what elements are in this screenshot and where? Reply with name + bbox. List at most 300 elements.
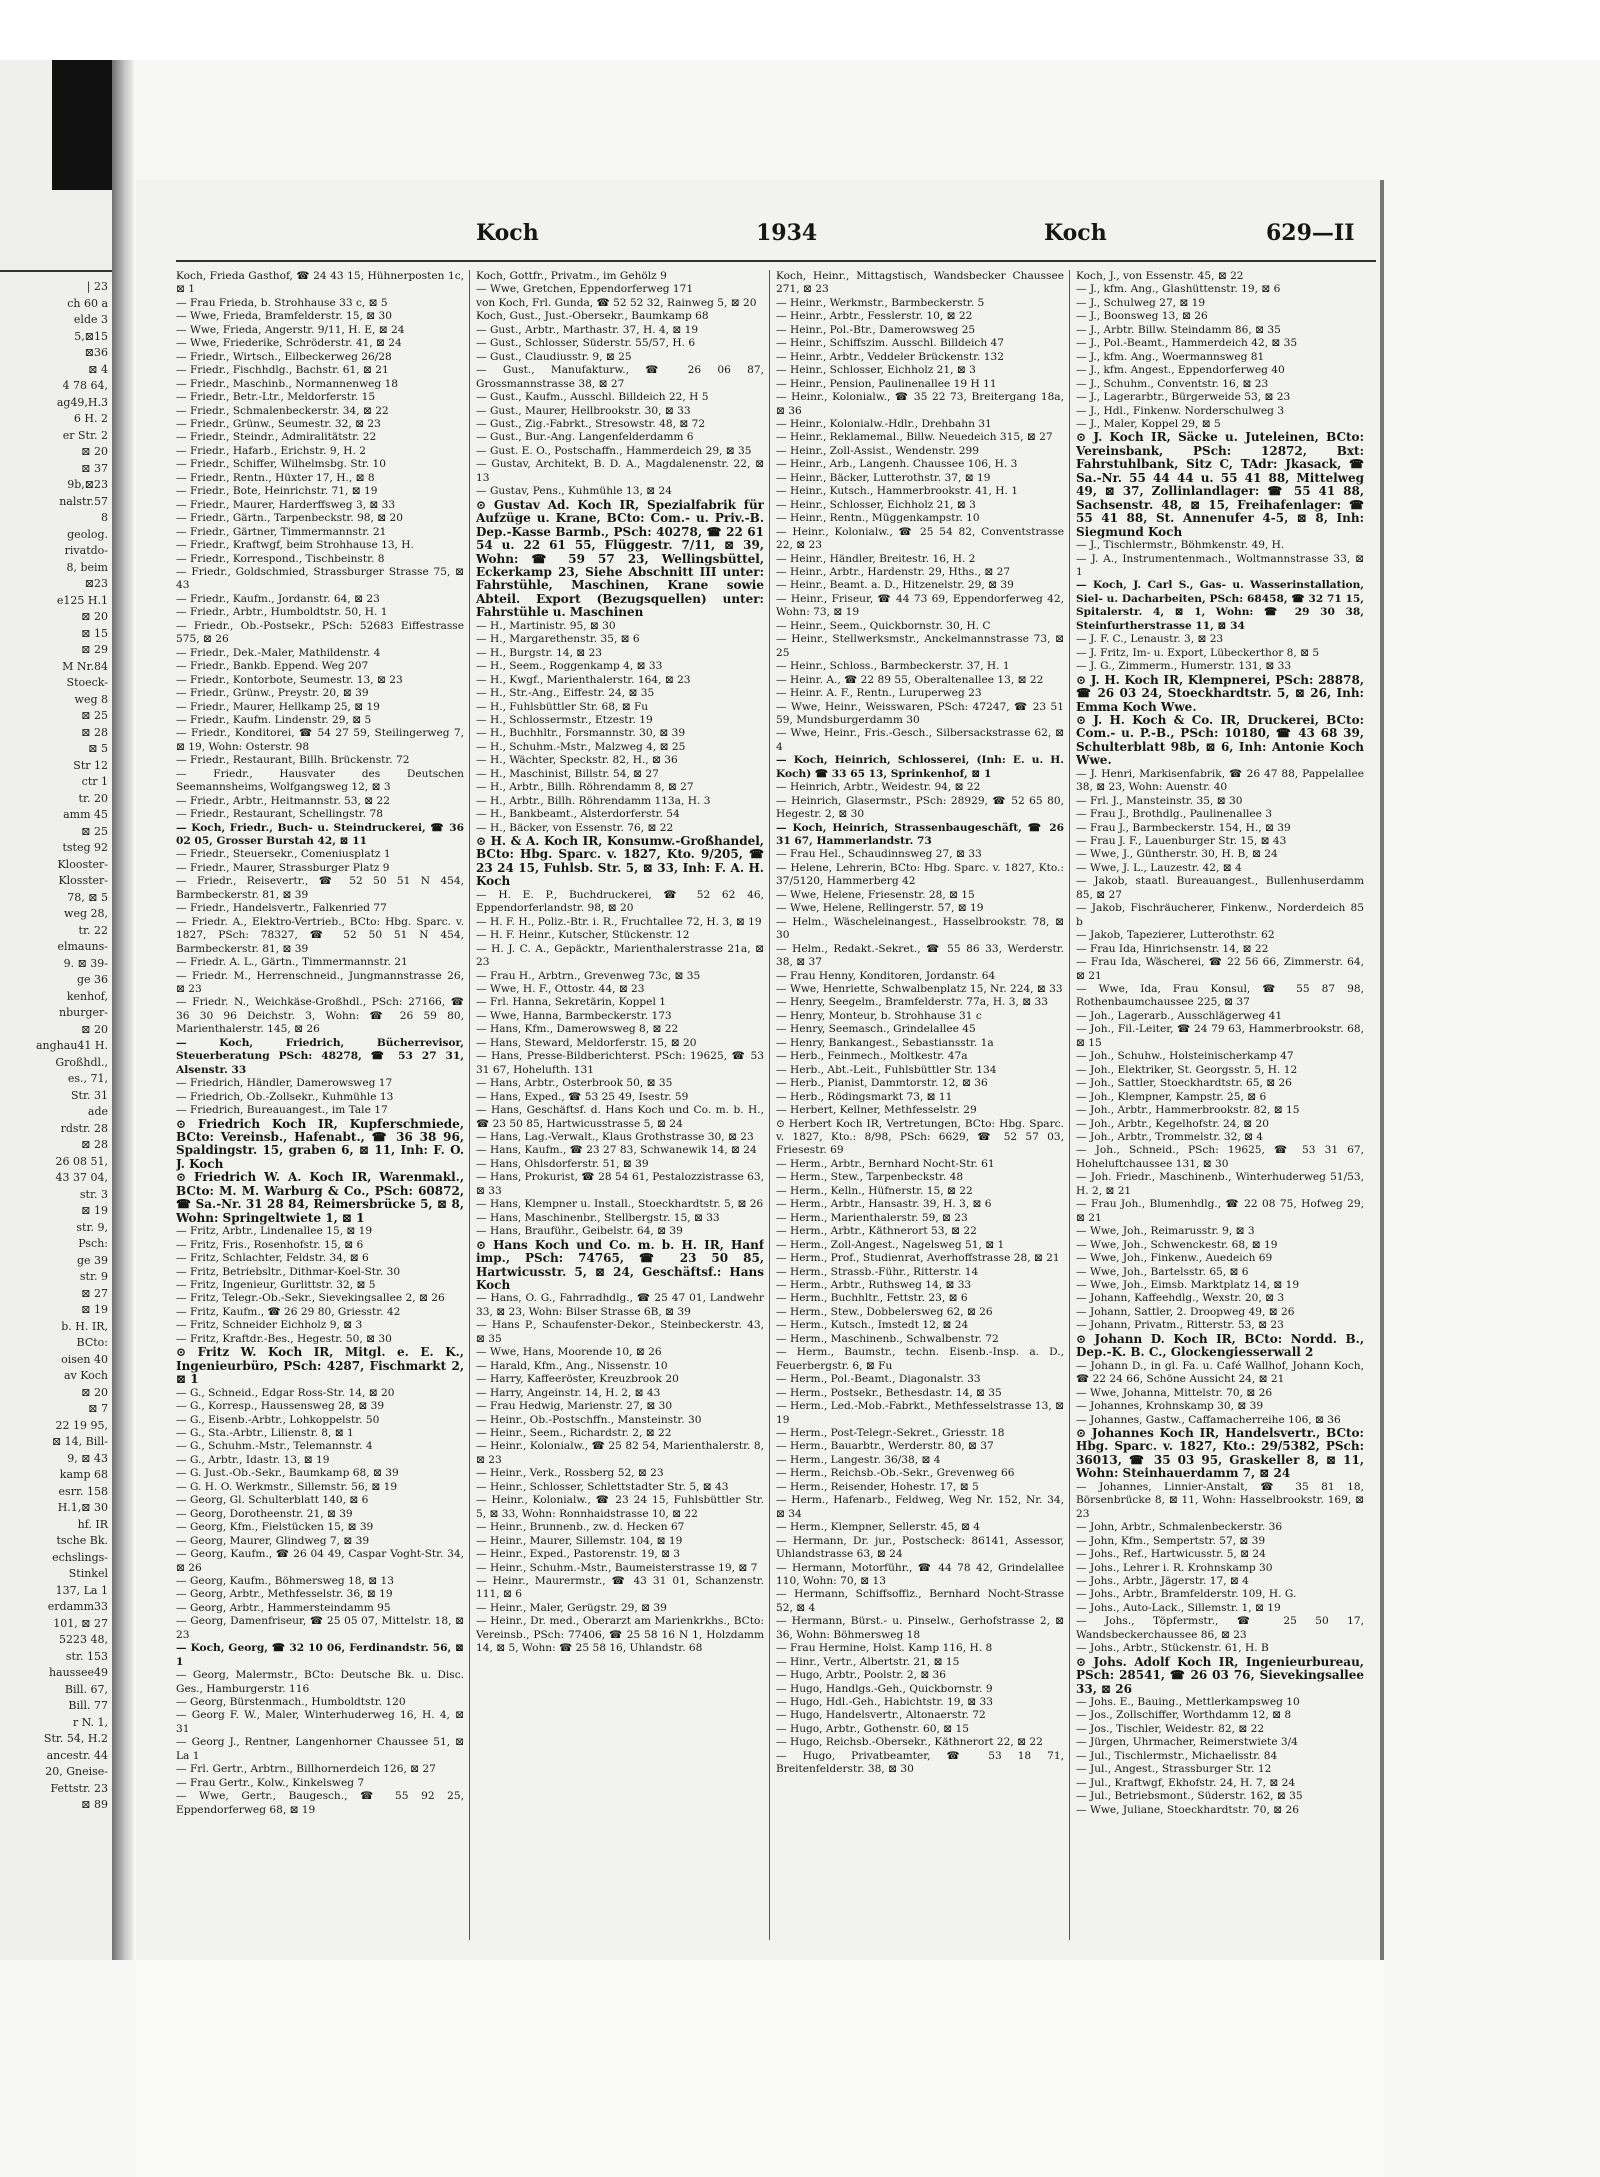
directory-entry: — Wwe, Johanna, Mittelstr. 70, ⊠ 26 bbox=[1076, 1386, 1273, 1399]
previous-page-fragment: e125 H.1 bbox=[56, 593, 108, 607]
previous-page-fragment: 8, beim bbox=[66, 560, 108, 574]
directory-entry: — Heinr., Brunnenb., zw. d. Hecken 67 bbox=[476, 1521, 685, 1534]
directory-entry: — Hinr., Vertr., Albertstr. 21, ⊠ 15 bbox=[776, 1655, 960, 1668]
directory-entry: — Heinr., Zoll-Assist., Wendenstr. 299 bbox=[776, 444, 980, 457]
firm-entry: ⊙ Hans Koch und Co. m. b. H. IR, Hanf imp., PSch: 74765, ☎ 23 50 85, Hartwicusstr. 5, ⊠ 24, Geschäftsf.: Hans Koch bbox=[476, 1237, 764, 1292]
directory-entry: — Johs., Töpfermstr., ☎ 25 50 17, Wandsbeckerchaussee 86, ⊠ 23 bbox=[1076, 1615, 1364, 1641]
directory-entry: — J., Arbtr. Billw. Steindamm 86, ⊠ 35 bbox=[1076, 323, 1281, 336]
directory-entry: — Wwe, Gretchen, Eppendorferweg 171 bbox=[476, 283, 694, 296]
directory-entry: — Herm., Led.-Mob.-Fabrkt., Methfesselstrasse 13, ⊠ 19 bbox=[776, 1400, 1064, 1426]
previous-page-fragment: str. 9 bbox=[79, 1270, 108, 1283]
directory-entry: — Heinr., Schiffszim. Ausschl. Billdeich 47 bbox=[776, 337, 1005, 350]
directory-entry: — Heinr., Kutsch., Hammerbrookstr. 41, H. 1 bbox=[776, 485, 1018, 498]
directory-entry: — G. Just.-Ob.-Sekr., Baumkamp 68, ⊠ 39 bbox=[176, 1467, 399, 1480]
firm-entry: ⊙ Friedrich Koch IR, Kupferschmiede, BCto: Vereinsb., Hafenabt., ☎ 36 38 96, Spaldingstr. 15, graben 6, ⊠ 11, Inh: F. O. J. Koch bbox=[176, 1116, 464, 1171]
directory-entry: — Heinr., Friseur, ☎ 44 73 69, Eppendorferweg 42, Wohn: 73, ⊠ 19 bbox=[776, 592, 1064, 619]
previous-page-fragment: elmauns- bbox=[57, 940, 108, 953]
previous-page-fragment: erdamm33 bbox=[47, 1600, 108, 1613]
previous-page-fragment: tsteg 92 bbox=[62, 841, 108, 854]
previous-page-fragment: oisen 40 bbox=[61, 1352, 108, 1366]
directory-entry: — Joh., Arbtr., Hammerbrookstr. 82, ⊠ 15 bbox=[1076, 1104, 1300, 1117]
previous-page-fragment: echslings- bbox=[52, 1550, 108, 1564]
directory-entry: — Gust., Arbtr., Marthastr. 37, H. 4, ⊠ 19 bbox=[476, 323, 699, 336]
directory-entry: — Heinr., Ob.-Postschffn., Mansteinstr. 30 bbox=[476, 1413, 702, 1426]
directory-entry: — Wwe, Frieda, Angerstr. 9/11, H. E, ⊠ 24 bbox=[176, 323, 405, 336]
directory-entry: — Joh., Sattler, Stoeckhardtstr. 65, ⊠ 26 bbox=[1076, 1077, 1292, 1090]
directory-entry: — Herm., Stew., Tarpenbeckstr. 48 bbox=[776, 1171, 964, 1184]
previous-page-fragment: Klosster- bbox=[58, 874, 108, 887]
previous-page-fragment: ⊠ 25 bbox=[81, 709, 108, 722]
previous-page-fragment: Fettstr. 23 bbox=[50, 1781, 108, 1795]
directory-entry: — G., Schneid., Edgar Ross-Str. 14, ⊠ 20 bbox=[176, 1386, 395, 1399]
directory-entry: — Hans, Exped., ☎ 53 25 49, Isestr. 59 bbox=[476, 1090, 689, 1103]
directory-entry: — Hermann, Dr. jur., Postscheck: 86141, Assessor, Uhlandstrasse 63, ⊠ 24 bbox=[776, 1534, 1064, 1561]
previous-page-fragment: kenhof, bbox=[66, 989, 108, 1003]
directory-entry: — Wwe, Henriette, Schwalbenplatz 15, Nr. 224, ⊠ 33 bbox=[776, 983, 1063, 996]
directory-entry: — Friedr., Bote, Heinrichstr. 71, ⊠ 19 bbox=[176, 485, 378, 498]
directory-entry: — Johs., Auto-Lack., Sillemstr. 1, ⊠ 19 bbox=[1076, 1601, 1281, 1614]
directory-entry: — H. F. Heinr., Kutscher, Stückenstr. 12 bbox=[476, 929, 690, 942]
directory-entry: — Frau Hedwig, Marienstr. 27, ⊠ 30 bbox=[476, 1400, 673, 1413]
directory-entry: — Heinrich, Arbtr., Weidestr. 94, ⊠ 22 bbox=[776, 781, 981, 794]
directory-page bbox=[136, 180, 1380, 1960]
directory-entry: — Herm., Pol.-Beamt., Diagonalstr. 33 bbox=[776, 1373, 981, 1386]
previous-page-fragment: ⊠ 14, Bill- bbox=[51, 1435, 108, 1448]
directory-entry: — Henry, Bankangest., Sebastiansstr. 1a bbox=[776, 1036, 994, 1049]
directory-entry: — Fritz, Schneider Eichholz 9, ⊠ 3 bbox=[176, 1319, 363, 1332]
directory-entry: — Georg J., Rentner, Langenhorner Chaussee 51, ⊠ La 1 bbox=[176, 1736, 464, 1762]
directory-entry: — Herm., Klempner, Sellerstr. 45, ⊠ 4 bbox=[776, 1521, 980, 1534]
directory-entry: — Herm., Baumstr., techn. Eisenb.-Insp. a. D., Feuerbergstr. 6, ⊠ Fu bbox=[776, 1346, 1064, 1372]
previous-page-fragment: Psch: bbox=[78, 1237, 108, 1250]
firm-entry: ⊙ Johs. Adolf Koch IR, Ingenieurbureau, PSch: 28541, ☎ 26 03 76, Sievekingsallee 33, ⊠ 26 bbox=[1076, 1654, 1364, 1696]
directory-entry: — J., kfm. Ang., Woermannsweg 81 bbox=[1076, 350, 1265, 363]
directory-entry: — Friedr., Grünw., Seumestr. 32, ⊠ 23 bbox=[176, 417, 381, 430]
directory-entry: — Wwe, Joh., Eimsb. Marktplatz 14, ⊠ 19 bbox=[1076, 1278, 1300, 1291]
directory-entry: — Heinr., Seem., Richardstr. 2, ⊠ 22 bbox=[476, 1426, 672, 1439]
previous-page-fragment: str. 9, bbox=[76, 1220, 108, 1234]
directory-entry: — Hans, Steward, Meldorferstr. 15, ⊠ 20 bbox=[476, 1036, 697, 1049]
directory-entry: — Koch, Heinrich, Schlosserei, (Inh: E. u. H. Koch) ☎ 33 65 13, Sprinkenhof, ⊠ 1 bbox=[776, 754, 1064, 780]
directory-entry: — Koch, Friedrich, Bücherrevisor, Steuerberatung PSch: 48278, ☎ 53 27 31, Alsenstr. 33 bbox=[176, 1036, 464, 1076]
previous-page-fragment: haussee49 bbox=[48, 1666, 108, 1679]
previous-page-fragment: ge 39 bbox=[76, 1253, 108, 1267]
directory-entry: — Helm., Redakt.-Sekret., ☎ 55 86 33, Werderstr. 38, ⊠ 37 bbox=[776, 942, 1064, 969]
directory-entry: Koch, Frieda Gasthof, ☎ 24 43 15, Hühnerposten 1c, ⊠ 1 bbox=[176, 270, 464, 296]
directory-entry: — Friedr., Gärtner, Timmermannstr. 21 bbox=[176, 525, 387, 538]
bottom-margin bbox=[136, 1960, 1384, 2177]
directory-entry: — Friedr. A. L., Gärtn., Timmermannstr. 21 bbox=[176, 956, 408, 969]
directory-entry: — Wwe, Ida, Frau Konsul, ☎ 55 87 98, Rothenbaumchaussee 225, ⊠ 37 bbox=[1076, 983, 1364, 1009]
directory-entry: — Jakob, Fischräucherer, Finkenw., Norderdeich 85 b bbox=[1076, 902, 1364, 928]
directory-entry: — Herm., Kelln., Hüfnerstr. 15, ⊠ 22 bbox=[776, 1184, 973, 1197]
directory-entry: — Fritz, Kaufm., ☎ 26 29 80, Griesstr. 42 bbox=[176, 1305, 401, 1318]
directory-entry: — Frl. J., Mansteinstr. 35, ⊠ 30 bbox=[1076, 794, 1243, 807]
directory-entry: — Frau Frieda, b. Strohhause 33 c, ⊠ 5 bbox=[176, 296, 388, 309]
directory-entry: — Heinr., Schlosser, Eichholz 21, ⊠ 3 bbox=[776, 364, 976, 377]
previous-page-fragment: 9. ⊠ 39- bbox=[63, 956, 108, 970]
previous-page-fragment: hf. IR bbox=[77, 1517, 108, 1531]
column-4 bbox=[1076, 270, 1364, 1940]
directory-entry: — Herb., Abt.-Leit., Fuhlsbüttler Str. 134 bbox=[776, 1063, 997, 1076]
directory-entry: — Friedr., Fischhdlg., Bachstr. 61, ⊠ 21 bbox=[176, 364, 389, 377]
directory-entry: — Friedr., Goldschmied, Strassburger Strasse 75, ⊠ 43 bbox=[176, 565, 464, 592]
directory-entry: — Jul., Angest., Strassburger Str. 12 bbox=[1076, 1763, 1272, 1776]
directory-entry: — Herm., Hafenarb., Feldweg, Weg Nr. 152, Nr. 34, ⊠ 34 bbox=[776, 1494, 1064, 1520]
previous-page-fragment: Str 12 bbox=[73, 758, 108, 772]
directory-entry: — Johann, Privatm., Ritterstr. 53, ⊠ 23 bbox=[1076, 1319, 1284, 1332]
directory-entry: — H., Martinistr. 95, ⊠ 30 bbox=[476, 619, 616, 632]
directory-entry: — Heinr. A. F., Rentn., Luruperweg 23 bbox=[776, 687, 982, 700]
directory-entry: — Koch, J. Carl S., Gas- u. Wasserinstallation, Siel- u. Dacharbeiten, PSch: 68458, ☎ 32 71 15, Spitalerstr. 4, ⊠ 1, Wohn: ☎ 29 30 38, Steinfurtherstrasse 11, ⊠ 34 bbox=[1076, 579, 1364, 632]
directory-entry: — Herm., Bauarbtr., Werderstr. 80, ⊠ 37 bbox=[776, 1440, 994, 1453]
directory-entry: — Friedr., Hausvater des Deutschen Seemannsheims, Wolfgangsweg 12, ⊠ 3 bbox=[176, 767, 464, 794]
directory-entry: — Herm., Arbtr., Hansastr. 39, H. 3, ⊠ 6 bbox=[776, 1198, 992, 1211]
directory-entry: — Jul., Tischlermstr., Michaelisstr. 84 bbox=[1076, 1749, 1278, 1762]
directory-entry: — Gust., Zig.-Fabrkt., Stresowstr. 48, ⊠ 72 bbox=[476, 417, 706, 430]
directory-entry: — Georg, Gl. Schulterblatt 140, ⊠ 6 bbox=[176, 1494, 369, 1507]
previous-page-fragment: er Str. 2 bbox=[62, 428, 108, 442]
header-left-surname: Koch bbox=[476, 220, 539, 246]
previous-page-fragment: nalstr.57 bbox=[59, 494, 108, 508]
directory-entry: — Hans, Klempner u. Install., Stoeckhardtstr. 5, ⊠ 26 bbox=[476, 1198, 764, 1211]
directory-entry: — Friedr. M., Herrenschneid., Jungmannstrasse 26, ⊠ 23 bbox=[176, 969, 464, 996]
previous-page-fragment: ⊠ 27 bbox=[81, 1286, 108, 1300]
directory-entry: — Hans, Prokurist, ☎ 28 54 61, Pestalozzistrasse 63, ⊠ 33 bbox=[476, 1171, 764, 1197]
previous-page-fragment: esrr. 158 bbox=[58, 1484, 108, 1498]
previous-page-fragment: rivatdo- bbox=[64, 544, 108, 557]
directory-entry: — Frau Joh., Blumenhdlg., ☎ 22 08 75, Hofweg 29, ⊠ 21 bbox=[1076, 1198, 1364, 1224]
previous-page-fragment: kamp 68 bbox=[59, 1468, 108, 1481]
directory-entry: — Gust. E. O., Postschaffn., Hammerdeich 29, ⊠ 35 bbox=[476, 444, 752, 457]
directory-entry: — Wwe, J. L., Lauzestr. 42, ⊠ 4 bbox=[1076, 861, 1242, 874]
directory-entry: — Frau H., Arbtrn., Grevenweg 73c, ⊠ 35 bbox=[476, 969, 701, 982]
directory-entry: — H., Maschinist, Billstr. 54, ⊠ 27 bbox=[476, 767, 659, 780]
previous-page-fragment: 137, La 1 bbox=[55, 1583, 108, 1597]
directory-entry: — H., Bankbeamt., Alsterdorferstr. 54 bbox=[476, 808, 680, 821]
previous-page-fragment: ⊠ 19 bbox=[81, 1204, 108, 1217]
directory-entry: — Friedrich, Händler, Damerowsweg 17 bbox=[176, 1077, 393, 1090]
directory-entry: — Gust., Claudiusstr. 9, ⊠ 25 bbox=[476, 350, 632, 363]
directory-entry: — J., Boonsweg 13, ⊠ 26 bbox=[1076, 310, 1208, 323]
directory-entry: — G., Eisenb.-Arbtr., Lohkoppelstr. 50 bbox=[176, 1413, 380, 1426]
previous-page-fragment: amm 45 bbox=[63, 808, 108, 821]
directory-entry: — Fritz, Kraftdr.-Bes., Hegestr. 50, ⊠ 30 bbox=[176, 1332, 392, 1345]
directory-entry: — Harry, Angeinstr. 14, H. 2, ⊠ 43 bbox=[476, 1386, 661, 1399]
directory-entry: — Gustav, Architekt, B. D. A., Magdalenenstr. 22, ⊠ 13 bbox=[476, 458, 764, 484]
directory-entry: — H., Burgstr. 14, ⊠ 23 bbox=[476, 646, 603, 659]
directory-entry: — H., Seem., Roggenkamp 4, ⊠ 33 bbox=[476, 660, 663, 673]
directory-entry: — H., Str.-Ang., Eiffestr. 24, ⊠ 35 bbox=[476, 687, 655, 700]
directory-entry: — Wwe, Joh., Reimarusstr. 9, ⊠ 3 bbox=[1076, 1225, 1255, 1238]
directory-entry: — Friedr., Bankb. Eppend. Weg 207 bbox=[176, 660, 369, 673]
previous-page-fragment: ⊠ 15 bbox=[81, 626, 108, 640]
directory-entry: — Hans, Arbtr., Osterbrook 50, ⊠ 35 bbox=[476, 1077, 673, 1090]
directory-entry: — Helene, Lehrerin, BCto: Hbg. Sparc. v. 1827, Kto.: 37/5120, Hammerberg 42 bbox=[776, 861, 1064, 888]
directory-entry: — Georg, Maurer, Glindweg 7, ⊠ 39 bbox=[176, 1534, 370, 1547]
directory-entry: — Hans, Presse-Bildberichterst. PSch: 19625, ☎ 53 31 67, Hohelufth. 131 bbox=[476, 1050, 764, 1076]
previous-page-fragment: av Koch bbox=[63, 1369, 108, 1382]
column-divider bbox=[1069, 270, 1070, 1940]
directory-entry: — H. J. C. A., Gepäcktr., Marienthalerstrasse 21a, ⊠ 23 bbox=[476, 942, 764, 969]
directory-entry: — Harald, Kfm., Ang., Nissenstr. 10 bbox=[476, 1359, 668, 1372]
directory-entry: — Fritz, Betriebsltr., Dithmar-Koel-Str. 30 bbox=[176, 1265, 401, 1278]
directory-entry: — Friedr., Restaurant, Billh. Brückenstr. 72 bbox=[176, 754, 410, 767]
directory-entry: — J., Schuhm., Conventstr. 16, ⊠ 23 bbox=[1076, 377, 1269, 390]
directory-entry: — Koch, Heinrich, Strassenbaugeschäft, ☎ 26 31 67, Hammerlandstr. 73 bbox=[776, 821, 1064, 848]
directory-entry: — Heinr., Dr. med., Oberarzt am Marienkrkhs., BCto: Vereinsb., PSch: 77406, ☎ 25 58 16 N 1, Holzdamm 14, ⊠ 5, Wohn: ☎ 25 58 16, Uhlandstr. 68 bbox=[476, 1615, 764, 1655]
directory-entry: von Koch, Frl. Gunda, ☎ 52 52 32, Rainweg 5, ⊠ 20 bbox=[476, 296, 757, 309]
directory-entry: Koch, J., von Essenstr. 45, ⊠ 22 bbox=[1076, 270, 1244, 282]
previous-page-fragment: es., 71, bbox=[67, 1072, 108, 1085]
directory-entry: — Friedr., Schiffer, Wilhelmsbg. Str. 10 bbox=[176, 458, 387, 471]
directory-entry: — Hermann, Motorführ., ☎ 44 78 42, Grindelallee 110, Wohn: 70, ⊠ 13 bbox=[776, 1561, 1064, 1587]
directory-entry: — Heinr., Bäcker, Lutterothstr. 37, ⊠ 19 bbox=[776, 471, 991, 484]
directory-entry: — Gust., Kaufm., Ausschl. Billdeich 22, H 5 bbox=[476, 391, 709, 404]
directory-entry: — Herm., Buchhltr., Fettstr. 23, ⊠ 6 bbox=[776, 1292, 968, 1305]
directory-entry: — Friedr., Schmalenbeckerstr. 34, ⊠ 22 bbox=[176, 404, 389, 417]
directory-entry: — Heinr., Werkmstr., Barmbeckerstr. 5 bbox=[776, 296, 985, 309]
directory-entry: — Hugo, Arbtr., Poolstr. 2, ⊠ 36 bbox=[776, 1669, 947, 1682]
directory-entry: — Friedr., Kraftwgf, beim Strohhause 13, H. bbox=[176, 539, 414, 552]
directory-entry: — J., Schulweg 27, ⊠ 19 bbox=[1076, 296, 1206, 309]
previous-page-fragment: ⊠36 bbox=[84, 346, 108, 359]
directory-entry: — Fritz, Ingenieur, Gurlittstr. 32, ⊠ 5 bbox=[176, 1278, 376, 1291]
column-1 bbox=[176, 270, 464, 1940]
previous-page-fragment: tr. 22 bbox=[78, 923, 108, 937]
previous-page-fragment: elde 3 bbox=[73, 313, 108, 326]
directory-entry: — Hugo, Handlgs.-Geh., Quickbornstr. 9 bbox=[776, 1682, 993, 1695]
directory-entry: — Frau Gertr., Kolw., Kinkelsweg 7 bbox=[176, 1776, 365, 1789]
directory-entry: — J., Lagerarbtr., Bürgerweide 53, ⊠ 23 bbox=[1076, 391, 1291, 404]
previous-page-fragment: ctr 1 bbox=[81, 775, 108, 788]
directory-entry: — G. H. O. Werkmstr., Sillemstr. 56, ⊠ 19 bbox=[176, 1480, 398, 1493]
directory-entry: — Heinr., Beamt. a. D., Hitzenelstr. 29, ⊠ 39 bbox=[776, 579, 1014, 592]
directory-entry: — Friedr., Kontorbote, Seumestr. 13, ⊠ 23 bbox=[176, 673, 403, 686]
directory-entry: — Gust., Schlosser, Süderstr. 55/57, H. 6 bbox=[476, 337, 696, 350]
directory-entry: — Heinr., Schuhm.-Mstr., Baumeisterstrasse 19, ⊠ 7 bbox=[476, 1561, 758, 1574]
directory-entry: — Friedr., Restaurant, Schellingstr. 78 bbox=[176, 808, 383, 821]
directory-entry: — Joh., Lagerarb., Ausschlägerweg 41 bbox=[1076, 1009, 1283, 1022]
previous-page-fragment: ⊠ 20 bbox=[81, 445, 108, 458]
directory-entry: — Hugo, Privatbeamter, ☎ 53 18 71, Breitenfelderstr. 38, ⊠ 30 bbox=[776, 1749, 1064, 1776]
previous-page-fragment: ⊠ 7 bbox=[88, 1402, 108, 1415]
directory-entry: — Friedr., Rentn., Hüxter 17, H., ⊠ 8 bbox=[176, 471, 375, 484]
directory-entry: — Friedr., Arbtr., Humboldtstr. 50, H. 1 bbox=[176, 606, 388, 619]
directory-entry: — Frau Hermine, Holst. Kamp 116, H. 8 bbox=[776, 1642, 993, 1655]
previous-page-fragment: ⊠ 20 bbox=[81, 610, 108, 623]
directory-entry: — Jul., Kraftwgf, Ekhofstr. 24, H. 7, ⊠ 24 bbox=[1076, 1776, 1296, 1789]
directory-entry: — Herm., Stew., Dobbelersweg 62, ⊠ 26 bbox=[776, 1305, 993, 1318]
directory-entry: — Herb., Pianist, Dammtorstr. 12, ⊠ 36 bbox=[776, 1077, 988, 1090]
directory-entry: — Hermann, Schiffsoffiz., Bernhard Nocht-Strasse 52, ⊠ 4 bbox=[776, 1588, 1064, 1614]
directory-entry: — Jürgen, Uhrmacher, Reimerstwiete 3/4 bbox=[1076, 1736, 1298, 1749]
directory-entry: — H., Wächter, Speckstr. 82, H., ⊠ 36 bbox=[476, 754, 678, 767]
directory-entry: — Johannes, Gastw., Caffamacherreihe 106, ⊠ 36 bbox=[1076, 1413, 1341, 1426]
previous-page-fragment: H.1,⊠ 30 bbox=[57, 1501, 108, 1514]
directory-entry: — Frau Hel., Schaudinnsweg 27, ⊠ 33 bbox=[776, 848, 982, 861]
directory-entry: — Herm., Marienthalerstr. 59, ⊠ 23 bbox=[776, 1211, 968, 1224]
directory-entry: — Joh. Friedr., Maschinenb., Winterhuderweg 51/53, H. 2, ⊠ 21 bbox=[1076, 1171, 1364, 1197]
directory-entry: — Hans P., Schaufenster-Dekor., Steinbeckerstr. 43, ⊠ 35 bbox=[476, 1319, 764, 1345]
directory-entry: — Friedr., Betr.-Ltr., Meldorferstr. 15 bbox=[176, 391, 376, 404]
directory-entry: — Heinr., Verk., Rossberg 52, ⊠ 23 bbox=[476, 1467, 664, 1480]
directory-entry: — Hans, Brauführ., Geibelstr. 64, ⊠ 39 bbox=[476, 1225, 683, 1238]
firm-entry: ⊙ J. H. Koch & Co. IR, Druckerei, BCto: Com.- u. P.-B., PSch: 10180, ☎ 43 68 39, Schulterblatt 98b, ⊠ 6, Inh: Antonie Koch Wwe. bbox=[1076, 712, 1364, 768]
directory-entry: ⊙ Herbert Koch IR, Vertretungen, BCto: Hbg. Sparc. v. 1827, Kto.: 8/98, PSch: 6629, ☎ 52 57 03, Friesestr. 69 bbox=[776, 1117, 1064, 1157]
directory-entry: — J. Henri, Markisenfabrik, ☎ 26 47 88, Pappelallee 38, ⊠ 23, Wohn: Auenstr. 40 bbox=[1076, 767, 1364, 794]
previous-page-fragment: geolog. bbox=[67, 527, 108, 541]
directory-entry: — J. A., Instrumentenmach., Woltmannstrasse 33, ⊠ 1 bbox=[1076, 552, 1364, 578]
directory-entry: — Gust., Maurer, Hellbrookstr. 30, ⊠ 33 bbox=[476, 404, 691, 417]
directory-entry: — Gust., Bur.-Ang. Langenfelderdamm 6 bbox=[476, 431, 694, 444]
directory-entry: — Heinr., Arbtr., Hardenstr. 29, Hths., ⊠ 27 bbox=[776, 565, 1011, 578]
firm-entry: ⊙ J. Koch IR, Säcke u. Juteleinen, BCto: Vereinsbank, PSch: 12872, Bxt: Fahrstuhlbank, Sitz C, TAdr: Jkasack, ☎ Sa.-Nr. 55 44 44 u. 55 41 88, Mittelweg 49, ⊠ 37, Zollinlandlager: ☎ 55 41 88, Sachsenstr. 48, ⊠ 15, Freihafenlager: ☎ 55 41 88, St. Annenufer 4-5, ⊠ 8, Inh: Siegmund Koch bbox=[1076, 430, 1364, 539]
directory-entry: — Henry, Seegelm., Bramfelderstr. 77a, H. 3, ⊠ 33 bbox=[776, 996, 1048, 1009]
directory-entry: — Jul., Betriebsmont., Süderstr. 162, ⊠ 35 bbox=[1076, 1790, 1303, 1803]
directory-entry: — Joh., Arbtr., Kegelhofstr. 24, ⊠ 20 bbox=[1076, 1117, 1269, 1130]
directory-entry: — Frau J., Brothdlg., Paulinenallee 3 bbox=[1076, 808, 1272, 821]
directory-entry: — Herm., Reichsb.-Ob.-Sekr., Grevenweg 66 bbox=[776, 1467, 1015, 1480]
directory-entry: — G., Sta.-Arbtr., Lilienstr. 8, ⊠ 1 bbox=[176, 1426, 354, 1439]
directory-entry: — Heinr., Kolonialw.-Hdlr., Drehbahn 31 bbox=[776, 417, 992, 430]
directory-entry: — Gustav, Pens., Kuhmühle 13, ⊠ 24 bbox=[476, 485, 672, 498]
directory-entry: — Heinr., Maurermstr., ☎ 43 31 01, Schanzenstr. 111, ⊠ 6 bbox=[476, 1574, 764, 1601]
previous-page-binding-shadow bbox=[52, 60, 112, 190]
directory-entry: — Georg, Arbtr., Hammersteindamm 95 bbox=[176, 1601, 391, 1614]
directory-entry: — H. F. H., Poliz.-Btr. i. R., Fruchtallee 72, H. 3, ⊠ 19 bbox=[476, 915, 762, 928]
previous-page-fragment: Großhdl., bbox=[55, 1055, 108, 1069]
previous-page-fragment: 26 08 51, bbox=[55, 1154, 108, 1168]
directory-entry: — Wwe, H. F., Ottostr. 44, ⊠ 23 bbox=[476, 983, 645, 996]
directory-entry: — John, Kfm., Sempertstr. 57, ⊠ 39 bbox=[1076, 1534, 1266, 1547]
directory-entry: — Georg, Malermstr., BCto: Deutsche Bk. u. Disc. Ges., Hamburgerstr. 116 bbox=[176, 1669, 464, 1695]
directory-entry: — Heinr., Kolonialw., ☎ 25 82 54, Marienthalerstr. 8, ⊠ 23 bbox=[476, 1440, 764, 1466]
previous-page-fragment: ⊠ 19 bbox=[81, 1303, 108, 1316]
directory-entry: — Wwe, Friederike, Schröderstr. 41, ⊠ 24 bbox=[176, 337, 402, 350]
directory-entry: Koch, Gottfr., Privatm., im Gehölz 9 bbox=[476, 270, 667, 282]
directory-entry: — J. F. C., Lenaustr. 3, ⊠ 23 bbox=[1076, 633, 1224, 646]
directory-entry: — H., Buchhltr., Forsmannstr. 30, ⊠ 39 bbox=[476, 727, 686, 740]
directory-entry: — Friedr., Grünw., Preystr. 20, ⊠ 39 bbox=[176, 687, 369, 700]
directory-entry: — Hans, Ohlsdorferstr. 51, ⊠ 39 bbox=[476, 1157, 649, 1170]
column-divider bbox=[469, 270, 470, 1940]
firm-entry: ⊙ Johannes Koch IR, Handelsvertr., BCto: Hbg. Sparc. v. 1827, Kto.: 29/5382, PSch: 36013, ☎ 35 03 95, Graskeller 8, ⊠ 11, Wohn: Steinhauerdamm 7, ⊠ 24 bbox=[1076, 1425, 1364, 1481]
directory-entry: — Johann, Kaffeehdlg., Wexstr. 20, ⊠ 3 bbox=[1076, 1292, 1285, 1305]
directory-entry: — Wwe, Juliane, Stoeckhardtstr. 70, ⊠ 26 bbox=[1076, 1803, 1299, 1816]
directory-entry: — Hans, Maschinenbr., Stellbergstr. 15, ⊠ 33 bbox=[476, 1211, 720, 1224]
directory-entry: Koch, Gust., Just.-Obersekr., Baumkamp 68 bbox=[476, 310, 709, 323]
directory-entry: — Johs., Arbtr., Bramfelderstr. 109, H. G. bbox=[1076, 1588, 1297, 1601]
directory-entry: — G., Korresp., Haussensweg 28, ⊠ 39 bbox=[176, 1400, 385, 1413]
directory-entry: — J. Fritz, Im- u. Export, Lübeckerthor 8, ⊠ 5 bbox=[1076, 646, 1320, 659]
directory-entry: — H., Kwgf., Marienthalerstr. 164, ⊠ 23 bbox=[476, 673, 691, 686]
directory-entry: — H., Arbtr., Billh. Röhrendamm 113a, H. 3 bbox=[476, 794, 711, 807]
previous-page-fragment: 5,⊠15 bbox=[74, 329, 108, 343]
directory-entry: — Johs., Arbtr., Jägerstr. 17, ⊠ 4 bbox=[1076, 1574, 1249, 1587]
directory-entry: — J. G., Zimmerm., Humerstr. 131, ⊠ 33 bbox=[1076, 660, 1292, 673]
directory-entry: — Joh., Fil.-Leiter, ☎ 24 79 63, Hammerbrookstr. 68, ⊠ 15 bbox=[1076, 1023, 1364, 1049]
previous-page-fragment: ch 60 a bbox=[67, 296, 108, 310]
directory-entry: — Johannes, Linnier-Anstalt, ☎ 35 81 18, Börsenbrücke 8, ⊠ 11, Wohn: Hasselbrookstr. 169, ⊠ 23 bbox=[1076, 1480, 1364, 1520]
directory-entry: — Georg, Kfm., Fielstücken 15, ⊠ 39 bbox=[176, 1521, 374, 1534]
directory-entry: — J., kfm. Angest., Eppendorferweg 40 bbox=[1076, 364, 1285, 377]
directory-entry: — Johann D., in gl. Fa. u. Café Wallhof, Johann Koch, ☎ 22 24 66, Schöne Aussicht 24, ⊠ 21 bbox=[1076, 1359, 1364, 1386]
directory-entry: — Herm., Langestr. 36/38, ⊠ 4 bbox=[776, 1453, 941, 1466]
directory-entry: — Heinr., Schloss., Barmbeckerstr. 37, H. 1 bbox=[776, 660, 1010, 673]
previous-page-fragment: 20, Gneise- bbox=[45, 1765, 108, 1778]
directory-entry: — Heinr., Maler, Gerügstr. 29, ⊠ 39 bbox=[476, 1601, 667, 1614]
directory-entry: — Herbert, Kellner, Methfesselstr. 29 bbox=[776, 1104, 977, 1117]
directory-entry: — Herm., Arbtr., Bernhard Nocht-Str. 61 bbox=[776, 1157, 995, 1170]
directory-entry: — Fritz, Fris., Rosenhofstr. 15, ⊠ 6 bbox=[176, 1238, 364, 1251]
directory-entry: — J., kfm. Ang., Glashüttenstr. 19, ⊠ 6 bbox=[1076, 283, 1281, 296]
directory-entry: — Herm., Postsekr., Bethesdastr. 14, ⊠ 35 bbox=[776, 1386, 1002, 1399]
directory-entry: — Hans, Geschäftsf. d. Hans Koch und Co. m. b. H., ☎ 23 50 85, Hartwicusstrasse 5, ⊠ 24 bbox=[476, 1104, 764, 1130]
previous-page-fragment: 101, ⊠ 27 bbox=[53, 1616, 108, 1630]
directory-entry: — Wwe, Hans, Moorende 10, ⊠ 26 bbox=[476, 1346, 662, 1359]
directory-entry: — Friedr., Hafarb., Erichstr. 9, H. 2 bbox=[176, 444, 367, 457]
directory-entry: — Heinrich, Glasermstr., PSch: 28929, ☎ 52 65 80, Hegestr. 2, ⊠ 30 bbox=[776, 794, 1064, 821]
directory-entry: — Friedrich, Bureauangest., im Tale 17 bbox=[176, 1104, 388, 1117]
firm-entry: ⊙ J. H. Koch IR, Klempnerei, PSch: 28878, ☎ 26 03 24, Stoeckhardtstr. 5, ⊠ 26, Inh: Emma Koch Wwe. bbox=[1076, 672, 1364, 714]
previous-page-fragment: Bill. 67, bbox=[64, 1682, 108, 1696]
directory-entry: — Joh., Klempner, Kampstr. 25, ⊠ 6 bbox=[1076, 1090, 1267, 1103]
directory-entry: — Frl. Hanna, Sekretärin, Koppel 1 bbox=[476, 996, 666, 1009]
directory-entry: — Wwe, Joh., Bartelsstr. 65, ⊠ 6 bbox=[1076, 1265, 1249, 1278]
directory-entry: — H. E. P., Buchdruckerei, ☎ 52 62 46, Eppendorferlandstr. 98, ⊠ 20 bbox=[476, 888, 764, 915]
directory-entry: — Hugo, Reichsb.-Obersekr., Käthnerort 22, ⊠ 22 bbox=[776, 1736, 1043, 1749]
directory-entry: — Friedr., Ob.-Postsekr., PSch: 52683 Eiffestrasse 575, ⊠ 26 bbox=[176, 619, 464, 646]
directory-entry: — G., Schuhm.-Mstr., Telemannstr. 4 bbox=[176, 1440, 373, 1453]
previous-page-fragment: ag49,H.3 bbox=[56, 395, 108, 409]
directory-entry: — Johs. E., Bauing., Mettlerkampsweg 10 bbox=[1076, 1696, 1300, 1709]
previous-page-fragment: ⊠ 89 bbox=[81, 1798, 108, 1811]
directory-entry: — Heinr., Pension, Paulinenallee 19 H 11 bbox=[776, 377, 997, 390]
previous-page-fragment: ⊠ 4 bbox=[88, 362, 108, 376]
directory-entry: — Wwe, J., Güntherstr. 30, H. B, ⊠ 24 bbox=[1076, 848, 1278, 861]
directory-entry: — Joh., Schuhw., Holsteinischerkamp 47 bbox=[1076, 1050, 1294, 1063]
directory-entry: — H., Arbtr., Billh. Röhrendamm 8, ⊠ 27 bbox=[476, 781, 694, 794]
directory-entry: — Koch, Georg, ☎ 32 10 06, Ferdinandstr. 56, ⊠ 1 bbox=[176, 1642, 464, 1668]
previous-page-fragment: nburger- bbox=[59, 1006, 108, 1019]
directory-entry: — Fritz, Arbtr., Lindenallee 15, ⊠ 19 bbox=[176, 1225, 373, 1238]
directory-entry: — Fritz, Schlachter, Feldstr. 34, ⊠ 6 bbox=[176, 1252, 369, 1265]
previous-page-fragment: str. 3 bbox=[79, 1187, 108, 1201]
directory-entry: — Frau Ida, Hinrichsenstr. 14, ⊠ 22 bbox=[1076, 942, 1269, 955]
directory-entry: — Herm., Arbtr., Ruthsweg 14, ⊠ 33 bbox=[776, 1278, 972, 1291]
previous-page-fragment: Klooster- bbox=[57, 857, 108, 871]
directory-entry: — Jakob, Tapezierer, Lutterothstr. 62 bbox=[1076, 929, 1275, 942]
directory-entry: — Heinr., Stellwerksmstr., Anckelmannstrasse 73, ⊠ 25 bbox=[776, 633, 1064, 659]
directory-entry: — Johs., Arbtr., Stückenstr. 61, H. B bbox=[1076, 1642, 1269, 1655]
directory-entry: — Wwe, Helene, Rellingerstr. 57, ⊠ 19 bbox=[776, 902, 984, 915]
directory-entry: — Friedr. A., Elektro-Vertrieb., BCto: Hbg. Sparc. v. 1827, PSch: 78327, ☎ 52 50 51 N 454, Barmbeckerstr. 81, ⊠ 39 bbox=[176, 915, 464, 955]
previous-page-fragment: Str. 54, H.2 bbox=[43, 1732, 108, 1745]
directory-entry: — Jos., Tischler, Weidestr. 82, ⊠ 22 bbox=[1076, 1722, 1265, 1735]
previous-page-fragment: ancestr. 44 bbox=[46, 1748, 108, 1762]
directory-entry: — Heinr., Schlosser, Schlettstadter Str. 5, ⊠ 43 bbox=[476, 1480, 729, 1493]
directory-entry: — Hans, Kfm., Damerowsweg 8, ⊠ 22 bbox=[476, 1023, 679, 1036]
previous-page-fragment: ⊠ 20 bbox=[81, 1385, 108, 1399]
previous-page-fragment: ge 36 bbox=[76, 973, 108, 986]
directory-entry: — Friedr., Steuersekr., Comeniusplatz 1 bbox=[176, 848, 391, 861]
directory-entry: — Wwe, Hanna, Barmbeckerstr. 173 bbox=[476, 1009, 672, 1022]
directory-entry: — Heinr., Exped., Pastorenstr. 19, ⊠ 3 bbox=[476, 1548, 681, 1561]
directory-entry: — Joh., Arbtr., Trommelstr. 32, ⊠ 4 bbox=[1076, 1131, 1264, 1143]
directory-entry: — Koch, Friedr., Buch- u. Steindruckerei, ☎ 36 02 05, Grosser Burstah 42, ⊠ 11 bbox=[176, 821, 464, 848]
previous-page-fragment: 9b,⊠23 bbox=[67, 478, 108, 491]
